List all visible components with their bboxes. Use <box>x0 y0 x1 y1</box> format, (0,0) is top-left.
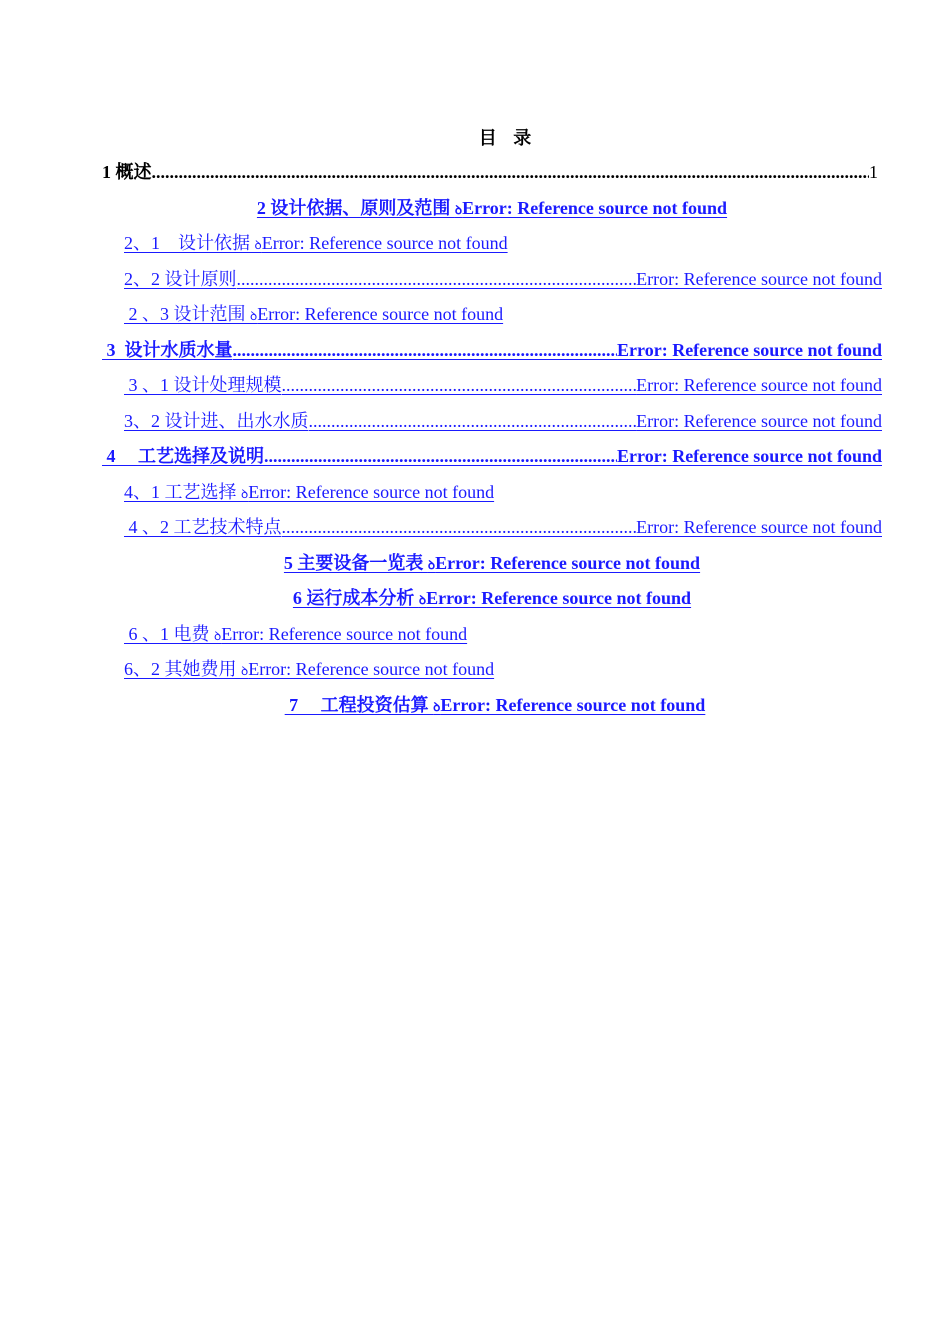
toc-entry-label: 6 运行成本分析 <box>292 588 419 608</box>
toc-leader-dots <box>237 267 637 291</box>
toc-entry-page: Error: Reference source not found <box>426 588 692 608</box>
toc-entry-label: 1 概述 <box>102 162 152 182</box>
toc-entry-3-2[interactable] <box>124 409 882 433</box>
toc-entry-6[interactable] <box>102 586 882 610</box>
toc-entry-page: Error: Reference source not found <box>257 304 504 324</box>
toc-entry-page: Error: Reference source not found <box>248 659 495 679</box>
toc-entry-page: Error: Reference source not found <box>221 624 468 644</box>
toc-entry-label: 4 工艺选择及说明 <box>102 446 264 466</box>
toc-entry-page: Error: Reference source not found <box>462 198 728 218</box>
tab-glyph-icon: ꝺ <box>454 203 463 217</box>
toc-leader-dots <box>282 373 637 397</box>
tab-glyph-icon: ꝺ <box>241 664 249 678</box>
toc-entry-page: Error: Reference source not found <box>636 269 882 289</box>
toc-entry-page: Error: Reference source not found <box>261 233 508 253</box>
toc-entry-label: 3 、1 设计处理规模 <box>124 375 282 395</box>
toc-entry-label: 5 主要设备一览表 <box>283 553 428 573</box>
toc-entry-page: Error: Reference source not found <box>248 482 495 502</box>
tab-glyph-icon: ꝺ <box>433 700 441 714</box>
toc-entry-4-1[interactable] <box>124 480 494 504</box>
toc-leader-dots <box>152 160 870 184</box>
toc-entry-3-1[interactable] <box>124 373 882 397</box>
toc-entry-label: 6 、1 电费 <box>124 624 214 644</box>
toc-leader-dots <box>233 338 618 362</box>
toc-entry-label: 3 设计水质水量 <box>102 340 233 360</box>
toc-entry-4-2[interactable] <box>124 515 882 539</box>
toc-entry-label: 4、1 工艺选择 <box>124 482 241 502</box>
toc-entry-label: 6、2 其她费用 <box>124 659 241 679</box>
toc-entry-3[interactable] <box>102 338 882 362</box>
toc-entry-1[interactable] <box>102 160 878 184</box>
toc-entry-page: Error: Reference source not found <box>440 695 706 715</box>
toc-leader-dots <box>309 409 637 433</box>
toc-entry-4[interactable] <box>102 444 882 468</box>
tab-glyph-icon: ꝺ <box>254 238 262 252</box>
toc-entry-page: Error: Reference source not found <box>617 340 882 360</box>
tab-glyph-icon: ꝺ <box>250 309 258 323</box>
toc-entry-6-2[interactable] <box>124 657 494 681</box>
toc-entry-2-1[interactable] <box>124 231 508 255</box>
toc-entry-6-1[interactable] <box>124 622 467 646</box>
toc-entry-page: Error: Reference source not found <box>636 517 882 537</box>
toc-entry-page: Error: Reference source not found <box>636 375 882 395</box>
tab-glyph-icon: ꝺ <box>241 487 249 501</box>
toc-entry-2[interactable] <box>102 196 882 220</box>
toc-entry-label: 3、2 设计进、出水水质 <box>124 411 309 431</box>
toc-entry-2-3[interactable] <box>124 302 503 326</box>
toc-entry-page: Error: Reference source not found <box>617 446 882 466</box>
tab-glyph-icon: ꝺ <box>427 558 436 572</box>
toc-entry-label: 4 、2 工艺技术特点 <box>124 517 282 537</box>
toc-leader-dots <box>264 444 617 468</box>
toc-entry-2-2[interactable] <box>124 267 882 291</box>
toc-entry-label: 2 、3 设计范围 <box>124 304 250 324</box>
toc-leader-dots <box>282 515 637 539</box>
toc-entry-label: 2、2 设计原则 <box>124 269 237 289</box>
toc-entry-page: Error: Reference source not found <box>636 411 882 431</box>
toc-entry-7[interactable] <box>102 693 888 717</box>
tab-glyph-icon: ꝺ <box>418 593 427 607</box>
tab-glyph-icon: ꝺ <box>214 629 222 643</box>
toc-title: 目 录 <box>478 128 538 148</box>
toc-entry-label: 7 工程投资估算 <box>284 695 434 715</box>
toc-entry-page: Error: Reference source not found <box>435 553 701 573</box>
toc-entry-page: 1 <box>869 162 878 182</box>
toc-entry-label: 2、1 设计依据 <box>124 233 255 253</box>
toc-entry-label: 2 设计依据、原则及范围 <box>256 198 455 218</box>
toc-entry-5[interactable] <box>102 551 882 575</box>
